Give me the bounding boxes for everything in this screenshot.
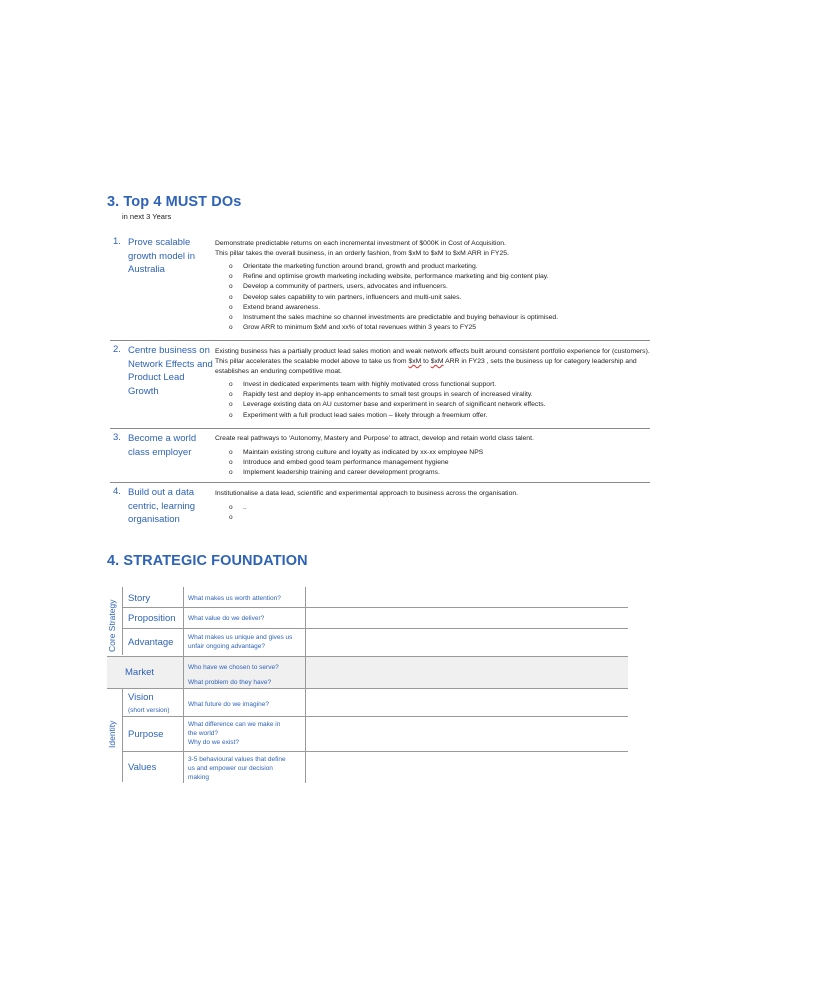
vision-label: Vision: [128, 692, 154, 703]
story-question: What makes us worth attention?: [188, 595, 281, 602]
must-do-bullets: [215, 448, 650, 479]
must-do-row-1: [110, 236, 650, 341]
must-do-body: [215, 434, 650, 479]
must-do-bullets: [215, 380, 650, 421]
bullet-icon: o: [229, 314, 233, 322]
must-do-paragraph: This pillar takes the overall business, in an orderly fashion, from $xM to $xM to $xM ARR in FY25.: [215, 250, 509, 257]
must-do-number: 4.: [113, 486, 121, 497]
must-do-title: Prove scalable growth model in Australia: [128, 237, 196, 275]
proposition-label: Proposition: [128, 613, 176, 624]
values-label: Values: [128, 762, 157, 773]
bullet-icon: o: [229, 391, 233, 399]
values-question: 3-5 behavioural values that define us and empower our decision making: [188, 756, 286, 781]
must-do-paragraph: Institutionalise a data lead, scientific and experimental approach to business across the organisation.: [215, 490, 519, 497]
list-item: o Introduce and embed good team performance management hygiene: [215, 458, 650, 468]
divider: [183, 587, 184, 783]
market-row-background: [107, 656, 628, 688]
list-item: o Rapidly test and deploy in-app enhancements to small test groups in search of increased virality.: [215, 390, 650, 400]
bullet-icon: o: [229, 449, 233, 456]
must-do-row-3: [110, 432, 650, 483]
bullet-icon: o: [229, 469, 233, 477]
must-do-number: 1.: [113, 236, 121, 247]
list-item: o Orientate the marketing function around brand, growth and product marketing.: [215, 262, 650, 272]
divider: [122, 587, 123, 655]
must-do-body: [215, 347, 650, 421]
list-item: o Grow ARR to minimum $xM and xx% of total revenues within 3 years to FY25: [215, 323, 650, 333]
bullet-icon: o: [229, 273, 233, 281]
list-item: o Leverage existing data on AU customer base and experiment in search of significant network effects.: [215, 400, 650, 410]
bullet-icon: o: [229, 459, 233, 467]
must-do-number: 2.: [113, 344, 121, 355]
core-strategy-label: Core Strategy: [107, 599, 117, 652]
must-do-paragraph: Existing business has a partially product lead sales motion and weak network effects built around consistent portfolio experience for (customers). This pillar accelerates the scalable model above to take us from $xM to $xM ARR in FY23 , sets the business up for category leadership and establishes an enduring competitive moat.: [215, 348, 650, 375]
must-do-row-4: [110, 486, 650, 530]
list-item: o Experiment with a full product lead sales motion – likely through a freemium offer.: [215, 411, 650, 421]
must-do-title: Become a world class employer: [128, 433, 197, 458]
advantage-label: Advantage: [128, 637, 174, 648]
vision-sublabel: (short version): [128, 707, 170, 714]
list-item: o Develop sales capability to win partners, influencers and multi-unit sales.: [215, 293, 650, 303]
section-4-title: 4. STRATEGIC FOUNDATION: [107, 553, 308, 569]
must-do-bullets: [215, 262, 650, 333]
must-do-number: 3.: [113, 432, 121, 443]
list-item: o Implement leadership training and career development programs.: [215, 468, 650, 478]
bullet-icon: o: [229, 293, 233, 301]
story-label: Story: [128, 593, 151, 604]
advantage-question: What makes us unique and gives us unfair ongoing advantage?: [188, 634, 293, 650]
must-do-title: Build out a data centric, learning organisation: [128, 487, 196, 525]
bullet-icon: o: [229, 504, 233, 511]
must-do-paragraph: Create real pathways to ‘Autonomy, Mastery and Purpose’ to attract, develop and retain world class talent.: [215, 435, 534, 442]
purpose-label: Purpose: [128, 729, 164, 740]
divider: [107, 688, 628, 689]
vision-question: What future do we imagine?: [188, 701, 269, 708]
identity-label: Identity: [107, 720, 117, 748]
must-do-body: [215, 489, 650, 522]
bullet-icon: o: [229, 401, 233, 409]
bullet-icon: o: [229, 263, 233, 270]
must-do-bullets: [215, 503, 650, 522]
purpose-question: What difference can we make in the world? Why do we exist?: [188, 721, 281, 746]
divider: [122, 689, 123, 782]
list-item: o Invest in dedicated experiments team with highly motivated cross functional support.: [215, 380, 650, 390]
must-do-paragraph: Demonstrate predictable returns on each incremental investment of $000K in Cost of Acquisition.: [215, 240, 506, 247]
divider: [123, 751, 628, 752]
must-do-title: Centre business on Network Effects and Product Lead Growth: [128, 345, 213, 397]
divider: [305, 587, 306, 783]
must-do-body: [215, 239, 650, 333]
divider: [107, 656, 628, 657]
list-item: o Extend brand awareness.: [215, 303, 650, 313]
list-item: o Maintain existing strong culture and loyalty as indicated by xx-xx employee NPS: [215, 448, 650, 458]
market-label: Market: [125, 667, 155, 678]
bullet-icon: o: [229, 411, 233, 419]
list-item: o ..: [215, 503, 650, 513]
list-item: o Develop a community of partners, users, advocates and influencers.: [215, 282, 650, 292]
list-item: o Instrument the sales machine so channel investments are predictable and buying behaviour is optimised.: [215, 313, 650, 323]
divider: [123, 628, 628, 629]
market-question: Who have we chosen to serve? What problem do they have?: [188, 664, 279, 686]
bullet-icon: o: [229, 381, 233, 388]
divider: [123, 607, 628, 608]
bullet-icon: o: [229, 303, 233, 311]
divider: [123, 716, 628, 717]
bullet-icon: o: [229, 283, 233, 291]
proposition-question: What value do we deliver?: [188, 615, 265, 622]
bullet-icon: o: [229, 514, 233, 522]
list-item: o Refine and optimise growth marketing including website, performance marketing and big content play.: [215, 272, 650, 282]
section-3-title: 3. Top 4 MUST DOs: [107, 194, 242, 210]
must-do-row-2: [110, 344, 650, 429]
section-3-subtitle: in next 3 Years: [122, 212, 172, 221]
bullet-icon: o: [229, 324, 233, 332]
